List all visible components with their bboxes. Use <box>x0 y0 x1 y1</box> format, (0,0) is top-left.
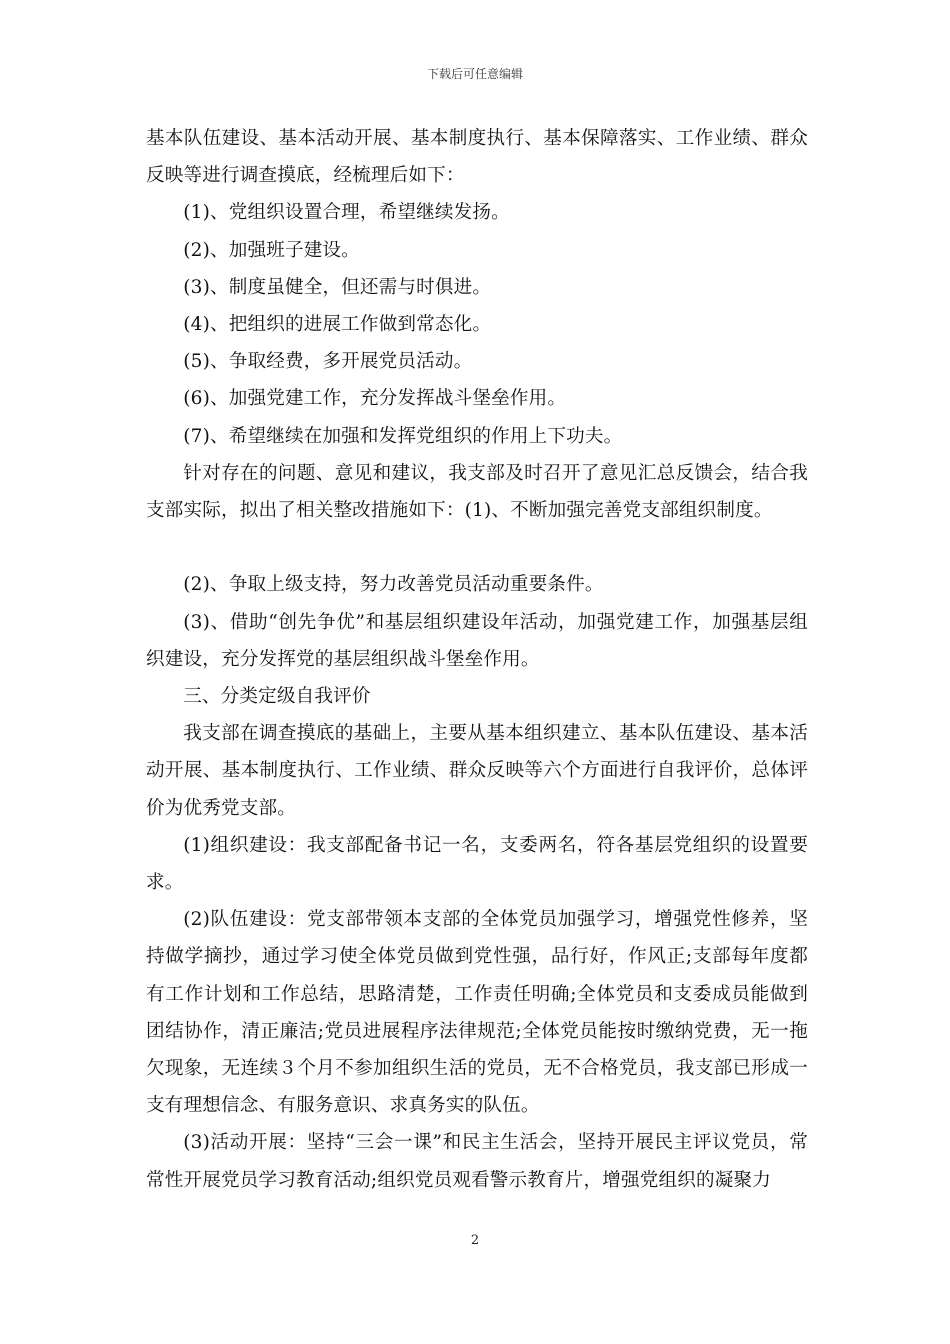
page-number: 2 <box>470 1233 480 1248</box>
team-building: (2)队伍建设：党支部带领本支部的全体党员加强学习，增强党性修养，坚持做学摘抄，通过学习使全体党员做到党性强，品行好，作风正;支部每年度都有工作计划和工作总结，思路清楚，工作责任明确;全体党员和支委成员能做到团结协作，清正廉洁;党员进展程序法律规范;全体党员能按时缴纳党费，无一拖欠现象，无连续３个月不参加组织生活的党员，无不合格党员，我支部已形成一支有理想信念、有服务意识、求真务实的队伍。 <box>146 909 808 1117</box>
paragraph-continuation: 基本队伍建设、基本活动开展、基本制度执行、基本保障落实、工作业绩、群众反映等进行调查摸底，经梳理后如下： <box>146 128 808 187</box>
feedback-item-7: (7)、希望继续在加强和发挥党组织的作用上下功夫。 <box>183 425 623 447</box>
document-body <box>146 120 808 1199</box>
feedback-item-1: (1)、党组织设置合理，希望继续发扬。 <box>183 202 510 224</box>
feedback-item-5: (5)、争取经费，多开展党员活动。 <box>183 351 473 373</box>
blank-line <box>146 529 808 566</box>
feedback-item-4: (4)、把组织的进展工作做到常态化。 <box>183 314 492 336</box>
page-header: 下载后可任意编辑 <box>426 67 523 81</box>
section-heading: 三、分类定级自我评价 <box>183 686 371 708</box>
self-evaluation-summary: 我支部在调查摸底的基础上，主要从基本组织建立、基本队伍建设、基本活动开展、基本制度执行、工作业绩、群众反映等六个方面进行自我评价，总体评价为优秀党支部。 <box>146 723 808 819</box>
feedback-item-3: (3)、制度虽健全，但还需与时俱进。 <box>183 276 492 298</box>
activity-development: (3)活动开展：坚持“三会一课”和民主生活会，坚持开展民主评议党员，常常性开展党员学习教育活动;组织党员观看警示教育片，增强党组织的凝聚力 <box>146 1132 808 1191</box>
rectification-intro: 针对存在的问题、意见和建议，我支部及时召开了意见汇总反馈会，结合我支部实际，拟出了相关整改措施如下：(1)、不断加强完善党支部组织制度。 <box>146 462 808 522</box>
organization-building: (1)组织建设：我支部配备书记一名，支委两名，符各基层党组织的设置要求。 <box>146 834 808 894</box>
feedback-item-6: (6)、加强党建工作，充分发挥战斗堡垒作用。 <box>183 388 567 410</box>
rectification-item-3: (3)、借助“创先争优”和基层组织建设年活动，加强党建工作，加强基层组织建设，充分发挥党的基层组织战斗堡垒作用。 <box>146 611 808 670</box>
feedback-item-2: (2)、加强班子建设。 <box>183 239 360 261</box>
rectification-item-2: (2)、争取上级支持，努力改善党员活动重要条件。 <box>183 574 604 596</box>
